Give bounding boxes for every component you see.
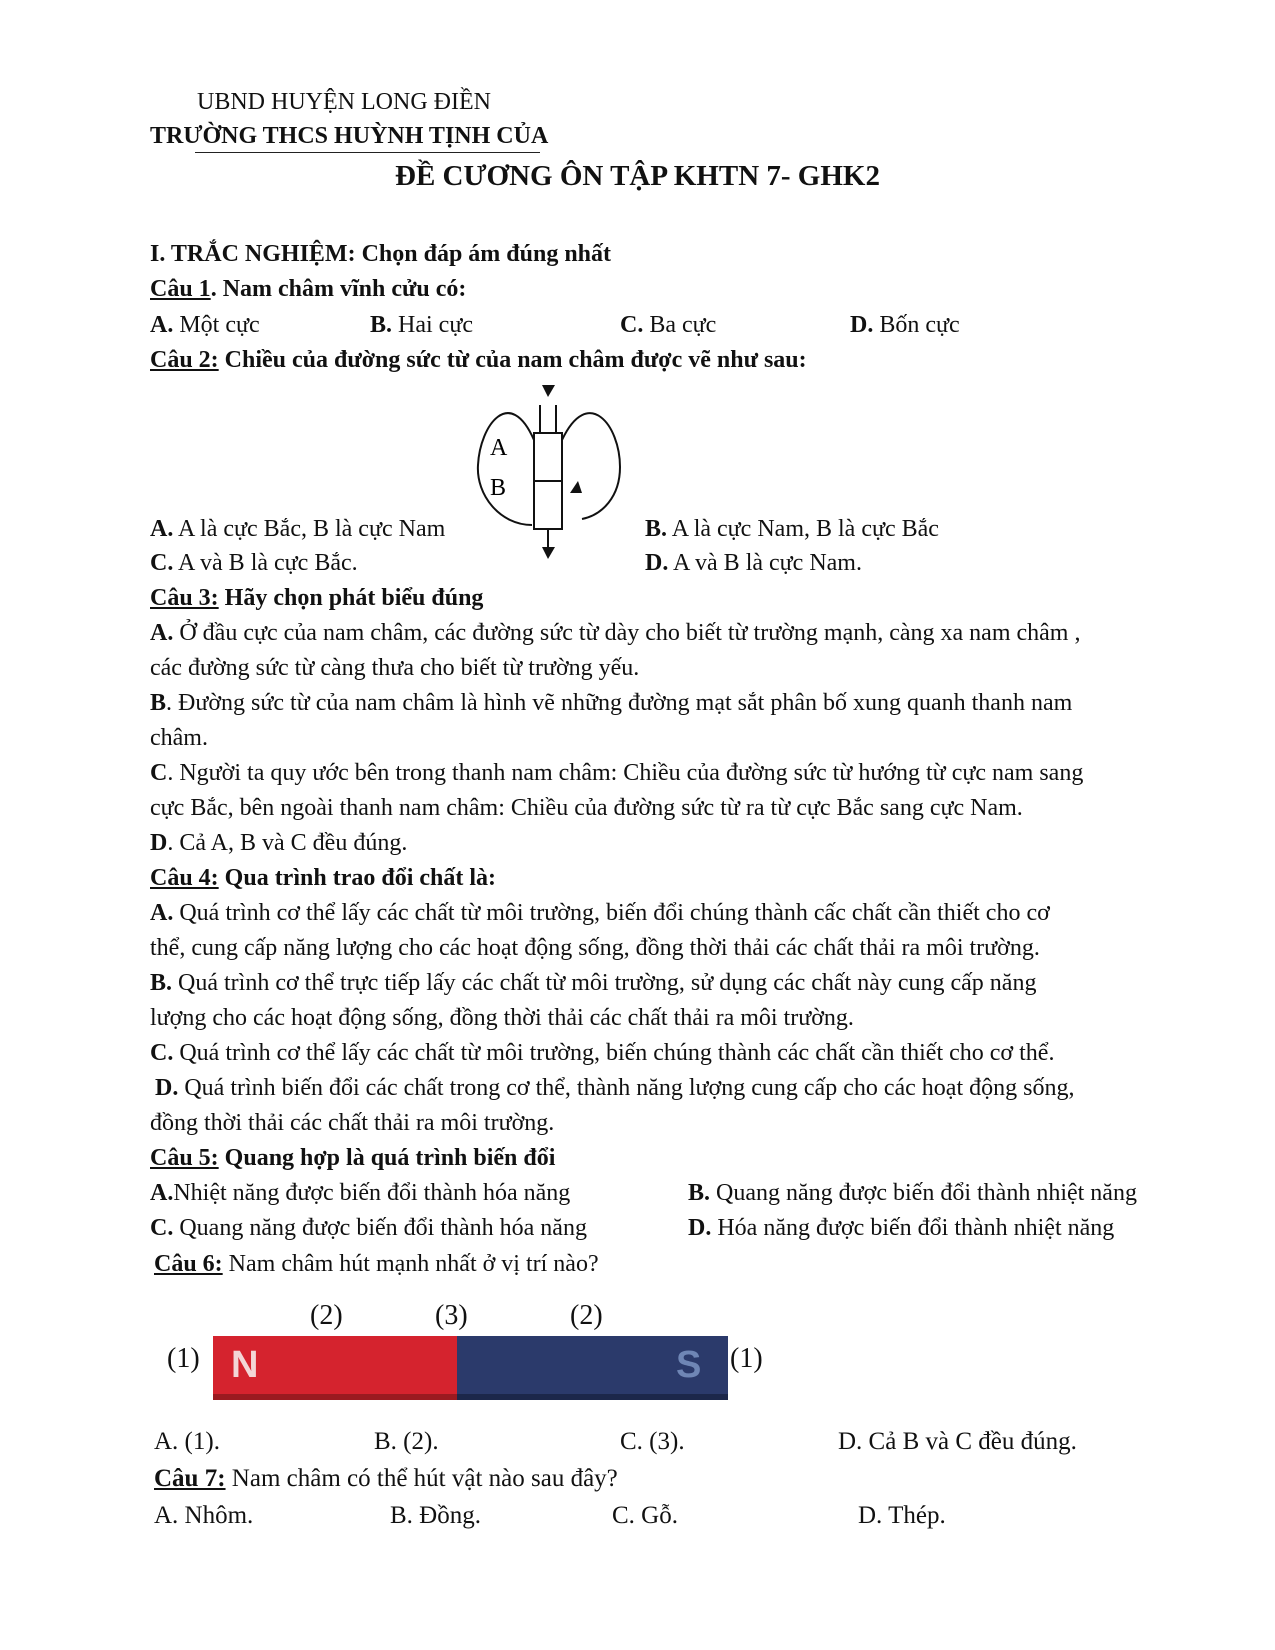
q2-option-c: C. A và B là cực Bắc. xyxy=(150,550,358,576)
q3-line: cực Bắc, bên ngoài thanh nam châm: Chiều của đường sức từ ra từ cực Bắc sang cực Nam. xyxy=(150,795,1023,821)
q2-option-d: D. A và B là cực Nam. xyxy=(645,550,862,576)
pole-s-label: S xyxy=(676,1344,702,1386)
arrow-top-icon xyxy=(542,385,555,397)
bar-magnet xyxy=(213,1336,728,1396)
question-number: Câu 3: xyxy=(150,585,219,611)
district-name: UBND HUYỆN LONG ĐIỀN xyxy=(197,89,491,115)
magnet-half-b xyxy=(534,481,562,529)
section-heading: I. TRẮC NGHIỆM: Chọn đáp ám đúng nhất xyxy=(150,241,612,267)
magnet-half-a xyxy=(534,433,562,481)
q7-option-d: D. Thép. xyxy=(858,1502,946,1529)
question-1 xyxy=(150,275,466,304)
q1-option-b: B. Hai cực xyxy=(370,312,473,338)
position-label-1-left: (1) xyxy=(167,1343,200,1374)
q4-line: C. Quá trình cơ thể lấy các chất từ môi trường, biến chúng thành các chất cần thiết cho cơ thể. xyxy=(150,1040,1055,1066)
q4-line: A. Quá trình cơ thể lấy các chất từ môi trường, biến đổi chúng thành cấc chất cần thiết cho cơ xyxy=(150,900,1050,926)
question-text: Hãy chọn phát biểu đúng xyxy=(218,585,484,611)
q5-option-c: C. Quang năng được biến đổi thành hóa năng xyxy=(150,1215,587,1241)
question-text: . Nam châm vĩnh cửu có: xyxy=(210,276,467,302)
q7-option-b: B. Đồng. xyxy=(390,1502,481,1529)
school-underline xyxy=(195,152,540,153)
q4-line: B. Quá trình cơ thể trực tiếp lấy các chất từ môi trường, sử dụng các chất này cung cấp năng xyxy=(150,970,1037,996)
arrow-bottom-icon xyxy=(542,547,555,559)
q3-line: D. Cả A, B và C đều đúng. xyxy=(150,830,408,856)
q3-line: B. Đường sức từ của nam châm là hình vẽ những đường mạt sắt phân bố xung quanh thanh nam xyxy=(150,690,1073,716)
question-4 xyxy=(150,864,496,893)
arrow-right-icon xyxy=(570,481,582,493)
question-number: Câu 5: xyxy=(150,1145,219,1171)
pole-n-label: N xyxy=(231,1344,259,1386)
position-label-3: (3) xyxy=(435,1300,468,1331)
q6-option-d: D. Cả B và C đều đúng. xyxy=(838,1428,1077,1455)
school-name: TRƯỜNG THCS HUỲNH TỊNH CỦA xyxy=(150,123,549,149)
position-label-2-left: (2) xyxy=(310,1300,343,1331)
question-number: Câu 2: xyxy=(150,347,219,373)
question-text: Nam châm hút mạnh nhất ở vị trí nào? xyxy=(222,1251,599,1277)
position-label-1-right: (1) xyxy=(730,1343,763,1374)
q2-option-b: B. A là cực Nam, B là cực Bắc xyxy=(645,516,939,542)
q4-line: thể, cung cấp năng lượng cho các hoạt động sống, đồng thời thải các chất thải ra môi trường. xyxy=(150,935,1040,961)
question-text: Chiều của đường sức từ của nam châm được vẽ như sau: xyxy=(218,347,807,373)
question-6 xyxy=(154,1250,599,1279)
q6-option-c: C. (3). xyxy=(620,1428,685,1455)
question-number: Câu 6: xyxy=(154,1251,223,1277)
question-number: Câu 1 xyxy=(150,276,211,302)
question-number: Câu 4: xyxy=(150,865,219,891)
question-2 xyxy=(150,346,807,375)
q5-option-d: D. Hóa năng được biến đổi thành nhiệt năng xyxy=(688,1215,1115,1241)
field-line-left xyxy=(478,413,534,525)
question-3 xyxy=(150,584,483,613)
q7-option-c: C. Gỗ. xyxy=(612,1502,678,1529)
q4-line: D. Quá trình biến đổi các chất trong cơ thể, thành năng lượng cung cấp cho các hoạt động sống, xyxy=(155,1075,1075,1101)
q4-line: lượng cho các hoạt động sống, đồng thời thải các chất thải ra môi trường. xyxy=(150,1005,854,1031)
page-title: ĐỀ CƯƠNG ÔN TẬP KHTN 7- GHK2 xyxy=(395,160,880,192)
q7-option-a: A. Nhôm. xyxy=(154,1502,254,1529)
q1-option-d: D. Bốn cực xyxy=(850,312,960,338)
question-text: Nam châm có thể hút vật nào sau đây? xyxy=(225,1465,618,1492)
q6-option-b: B. (2). xyxy=(374,1428,439,1455)
q3-line: C. Người ta quy ước bên trong thanh nam châm: Chiều của đường sức từ hướng từ cực nam sang xyxy=(150,760,1084,786)
q5-option-b: B. Quang năng được biến đổi thành nhiệt năng xyxy=(688,1180,1137,1206)
question-7 xyxy=(154,1464,618,1494)
q3-line: các đường sức từ càng thưa cho biết từ trường yếu. xyxy=(150,655,640,681)
q3-line: châm. xyxy=(150,725,208,751)
q2-option-a: A. A là cực Bắc, B là cực Nam xyxy=(150,516,446,542)
question-5 xyxy=(150,1144,555,1173)
q4-line: đồng thời thải các chất thải ra môi trường. xyxy=(150,1110,555,1136)
field-line-right xyxy=(562,413,620,519)
q3-line: A. Ở đầu cực của nam châm, các đường sức từ dày cho biết từ trường mạnh, càng xa nam châm , xyxy=(150,620,1081,646)
magnet-field-diagram xyxy=(470,385,630,575)
q1-option-a: A. Một cực xyxy=(150,312,260,338)
question-number: Câu 7: xyxy=(154,1465,226,1492)
q6-option-a: A. (1). xyxy=(154,1428,220,1455)
label-a: A xyxy=(490,435,508,461)
q5-option-a: A.Nhiệt năng được biến đổi thành hóa năng xyxy=(150,1180,571,1206)
position-label-2-right: (2) xyxy=(570,1300,603,1331)
label-b: B xyxy=(490,475,507,501)
q1-option-c: C. Ba cực xyxy=(620,312,717,338)
question-text: Quang hợp là quá trình biến đổi xyxy=(218,1145,556,1171)
question-text: Qua trình trao đổi chất là: xyxy=(218,865,497,891)
